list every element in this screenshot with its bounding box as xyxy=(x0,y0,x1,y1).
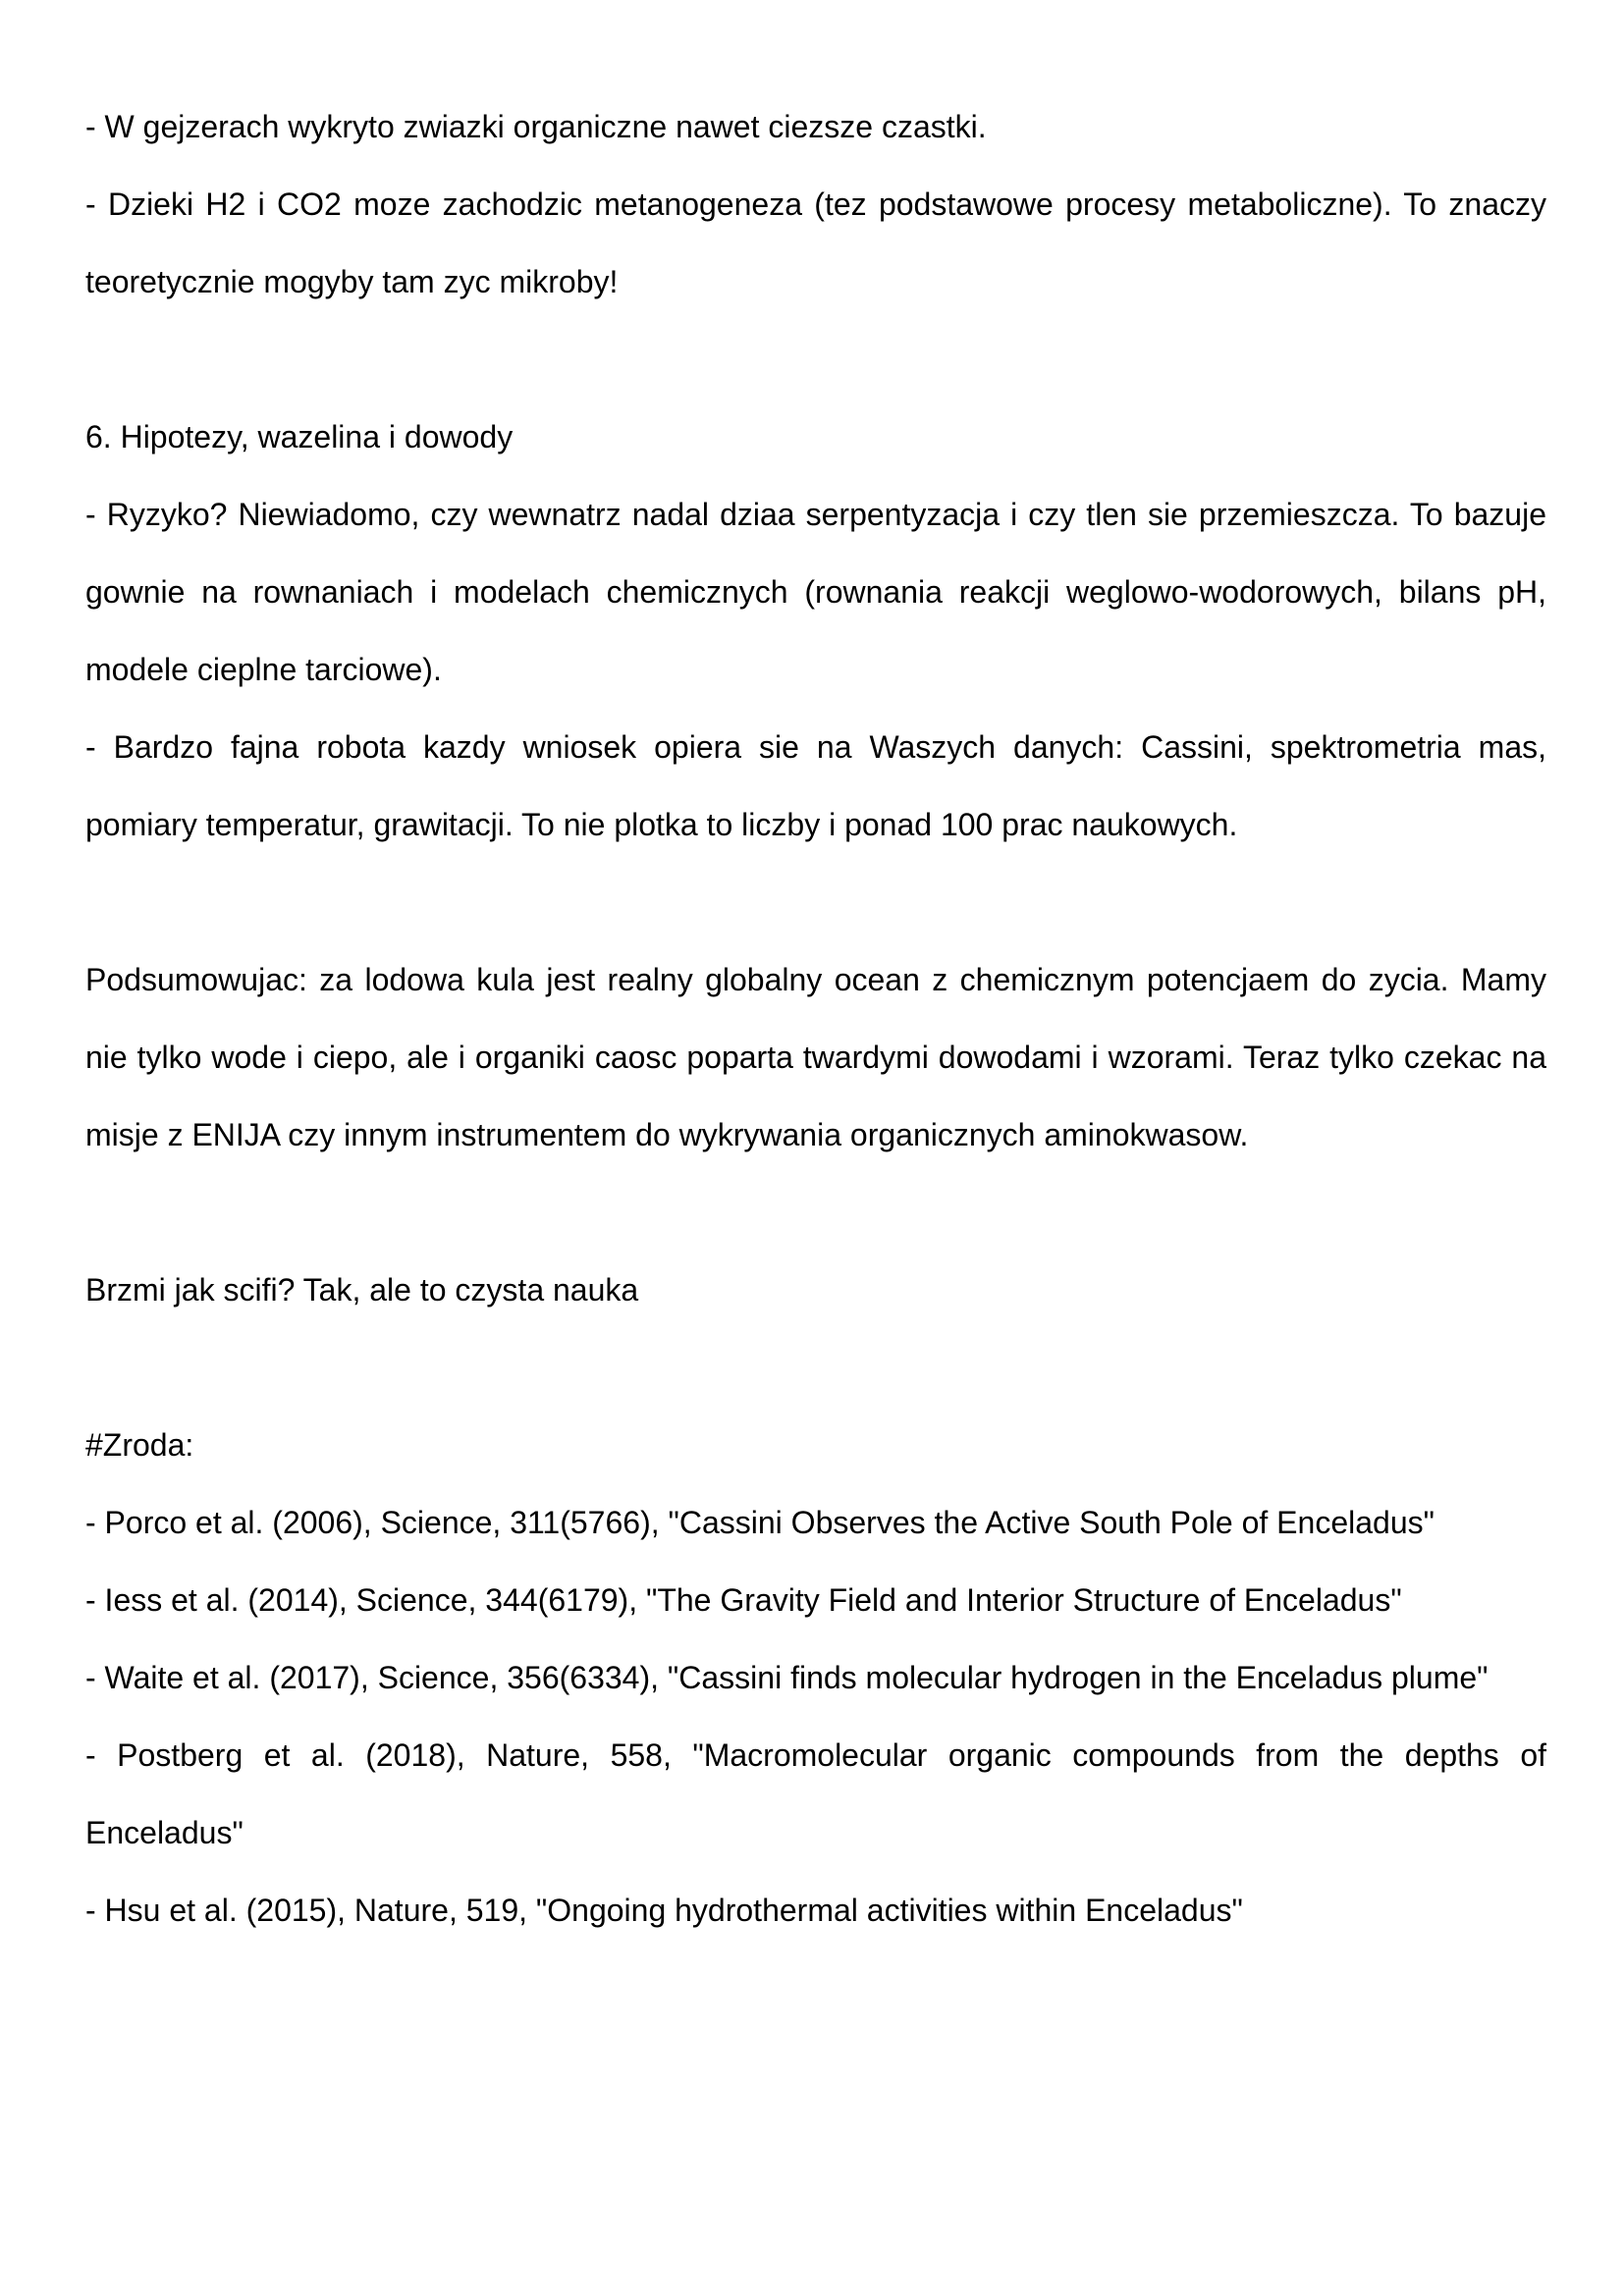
paragraph-closing: Brzmi jak scifi? Tak, ale to czysta nauka xyxy=(85,1272,639,1308)
spacer xyxy=(85,1329,1546,1407)
source-item-porco: - Porco et al. (2006), Science, 311(5766), "Cassini Observes the Active South Pole of Enceladus" xyxy=(85,1505,1435,1540)
source-item-iess: - Iess et al. (2014), Science, 344(6179), "The Gravity Field and Interior Structure of Enceladus" xyxy=(85,1582,1402,1618)
spacer xyxy=(85,321,1546,399)
spacer xyxy=(85,864,1546,941)
spacer xyxy=(85,1174,1546,1252)
section-heading-hypotheses: 6. Hipotezy, wazelina i dowody xyxy=(85,419,514,454)
paragraph-methanogenesis: - Dzieki H2 i CO2 moze zachodzic metanogeneza (tez podstawowe procesy metaboliczne). To znaczy teoretycznie mogyby tam zyc mikroby! xyxy=(85,187,1546,299)
paragraph-summary: Podsumowujac: za lodowa kula jest realny globalny ocean z chemicznym potencjaem do zycia. Mamy nie tylko wode i ciepo, ale i organiki caosc poparta twardymi dowodami i wzorami. Teraz tylko czekac na misje z ENIJA czy innym instrumentem do wykrywania organicznych aminokwasow. xyxy=(85,962,1546,1152)
source-item-waite: - Waite et al. (2017), Science, 356(6334), "Cassini finds molecular hydrogen in the Enceladus plume" xyxy=(85,1660,1489,1695)
document-page xyxy=(85,88,1546,1949)
paragraph-risk: - Ryzyko? Niewiadomo, czy wewnatrz nadal dziaa serpentyzacja i czy tlen sie przemieszcza. To bazuje gownie na rownaniach i modelach chemicznych (rownania reakcji weglowo-wodorowych, bilans pH, modele cieplne tarciowe). xyxy=(85,497,1546,687)
source-item-hsu: - Hsu et al. (2015), Nature, 519, "Ongoing hydrothermal activities within Enceladus" xyxy=(85,1893,1243,1928)
sources-heading: #Zroda: xyxy=(85,1427,194,1463)
source-item-postberg: - Postberg et al. (2018), Nature, 558, "Macromolecular organic compounds from the depths of Enceladus" xyxy=(85,1737,1546,1850)
paragraph-evidence: - Bardzo fajna robota kazdy wniosek opiera sie na Waszych danych: Cassini, spektrometria mas, pomiary temperatur, grawitacji. To nie plotka to liczby i ponad 100 prac naukowych. xyxy=(85,729,1546,842)
paragraph-geysers-organics: - W gejzerach wykryto zwiazki organiczne nawet ciezsze czastki. xyxy=(85,109,987,144)
